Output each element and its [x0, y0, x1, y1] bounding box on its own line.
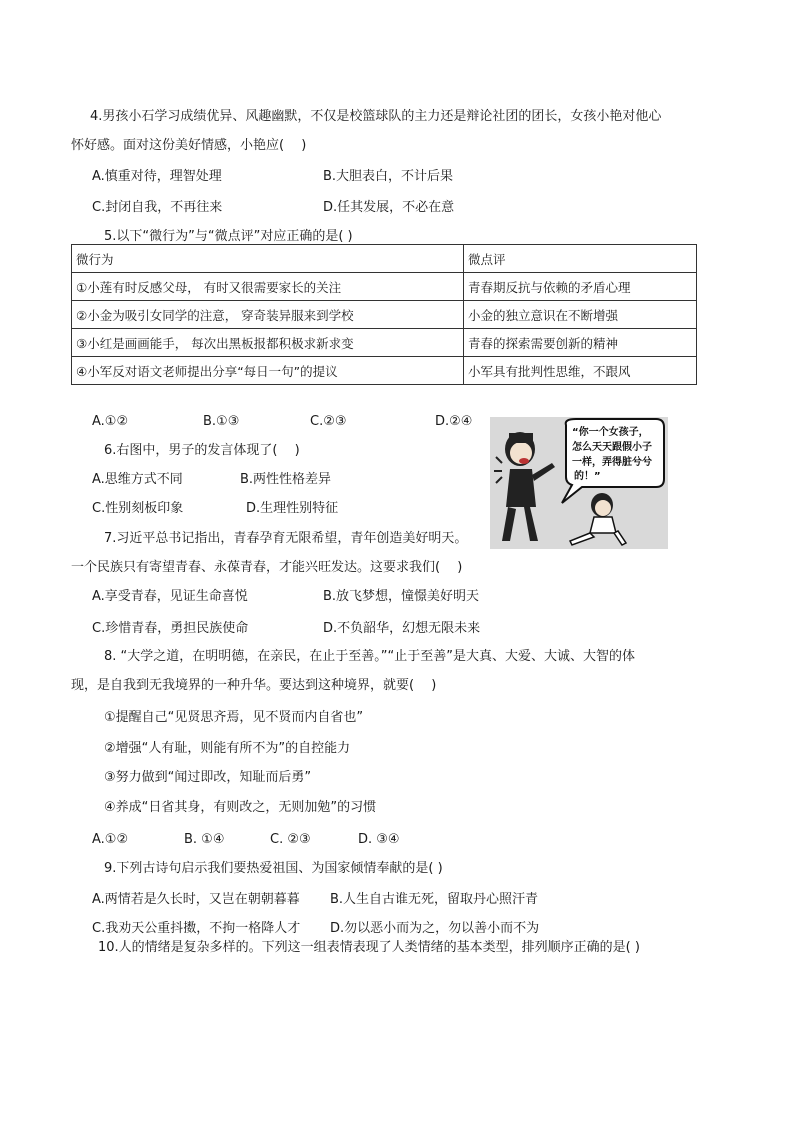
q5-option-b: B.①③	[203, 414, 240, 429]
girl-figure	[570, 493, 626, 545]
table-cell: ④小军反对语文老师提出分享“每日一句”的提议	[72, 357, 464, 385]
q9-option-b: B.人生自古谁无死，留取丹心照汗青	[330, 892, 539, 907]
q8-option-c: C. ②③	[270, 832, 311, 847]
q9-option-a: A.两情若是久长时，又岂在朝朝暮暮	[92, 892, 300, 907]
q5-option-a: A.①②	[92, 414, 129, 429]
cartoon-illustration	[490, 417, 668, 549]
bubble-line-3: 一样，弄得脏兮兮	[572, 457, 652, 468]
q7-option-a: A.享受青春，见证生命喜悦	[92, 589, 248, 604]
q7-stem-line1: 7.习近平总书记指出，青春孕育无限希望，青年创造美好明天。	[104, 531, 468, 546]
q4-stem-line1: 4.男孩小石学习成绩优异、风趣幽默，不仅是校篮球队的主力还是辩论社团的团长，女孩小艳对他心	[90, 109, 662, 124]
table-cell: 小金的独立意识在不断增强	[464, 301, 697, 329]
q8-option-a: A.①②	[92, 832, 129, 847]
table-cell: 小军具有批判性思维，不跟风	[464, 357, 697, 385]
table-row	[72, 301, 697, 329]
q6-option-d: D.生理性别特征	[246, 501, 339, 516]
q6-stem: 6.右图中，男子的发言体现了( )	[104, 443, 300, 458]
man-figure	[494, 432, 555, 541]
q9-stem: 9.下列古诗句启示我们要热爱祖国、为国家倾情奉献的是( )	[104, 861, 443, 876]
table-cell: ③小红是画画能手， 每次出黑板报都积极求新求变	[72, 329, 464, 357]
q8-item-2: ②增强“人有耻，则能有所不为”的自控能力	[104, 741, 351, 756]
q4-option-c: C.封闭自我，不再往来	[92, 200, 223, 215]
q6-option-a: A.思维方式不同	[92, 472, 183, 487]
q4-option-a: A.慎重对待，理智处理	[92, 169, 222, 184]
table-row	[72, 273, 697, 301]
table-header-row	[72, 245, 697, 273]
table-header-cell: 微点评	[464, 245, 697, 273]
q7-option-b: B.放飞梦想，憧憬美好明天	[323, 589, 480, 604]
q4-stem-line2: 怀好感。面对这份美好情感，小艳应( )	[71, 138, 307, 153]
q8-stem-line2: 现，是自我到无我境界的一种升华。要达到这种境界，就要( )	[71, 678, 437, 693]
q5-stem: 5.以下“微行为”与“微点评”对应正确的是( )	[104, 229, 353, 244]
table-row	[72, 357, 697, 385]
q5-table	[71, 244, 697, 385]
table-cell: 青春期反抗与依赖的矛盾心理	[464, 273, 697, 301]
q7-option-c: C.珍惜青春，勇担民族使命	[92, 621, 249, 636]
table-header-cell: 微行为	[72, 245, 464, 273]
table-cell: ①小莲有时反感父母， 有时又很需要家长的关注	[72, 273, 464, 301]
bubble-line-4: 的！”	[574, 471, 601, 482]
q5-option-c: C.②③	[310, 414, 347, 429]
table-cell: 青春的探索需要创新的精神	[464, 329, 697, 357]
q4-option-b: B.大胆表白，不计后果	[323, 169, 454, 184]
q8-item-3: ③努力做到“闻过即改，知耻而后勇”	[104, 770, 312, 785]
q7-option-d: D.不负韶华，幻想无限未来	[323, 621, 481, 636]
q4-option-d: D.任其发展，不必在意	[323, 200, 455, 215]
q9-option-d: D.勿以恶小而为之，勿以善小而不为	[330, 921, 540, 936]
table-cell: ②小金为吸引女同学的注意， 穿奇装异服来到学校	[72, 301, 464, 329]
q8-option-b: B. ①④	[184, 832, 225, 847]
q6-option-c: C.性别刻板印象	[92, 501, 184, 516]
q10-stem: 10.人的情绪是复杂多样的。下列这一组表情表现了人类情绪的基本类型，排列顺序正确的是( )	[98, 940, 640, 955]
q9-option-c: C.我劝天公重抖擞，不拘一格降人才	[92, 921, 301, 936]
q6-option-b: B.两性性格差异	[240, 472, 332, 487]
q8-option-d: D. ③④	[358, 832, 400, 847]
bubble-line-1: “你一个女孩子，	[572, 427, 649, 438]
table-row	[72, 329, 697, 357]
q8-stem-line1: 8. “大学之道，在明明德，在亲民，在止于至善。”“止于至善”是大真、大爱、大诚、大智的体	[104, 649, 635, 664]
q7-stem-line2: 一个民族只有寄望青春、永葆青春，才能兴旺发达。这要求我们( )	[71, 560, 463, 575]
q8-item-4: ④养成“日省其身，有则改之，无则加勉”的习惯	[104, 800, 377, 815]
bubble-line-2: 怎么天天跟假小子	[572, 442, 652, 453]
q5-option-d: D.②④	[435, 414, 473, 429]
q8-item-1: ①提醒自己“见贤思齐焉，见不贤而内自省也”	[104, 710, 364, 725]
